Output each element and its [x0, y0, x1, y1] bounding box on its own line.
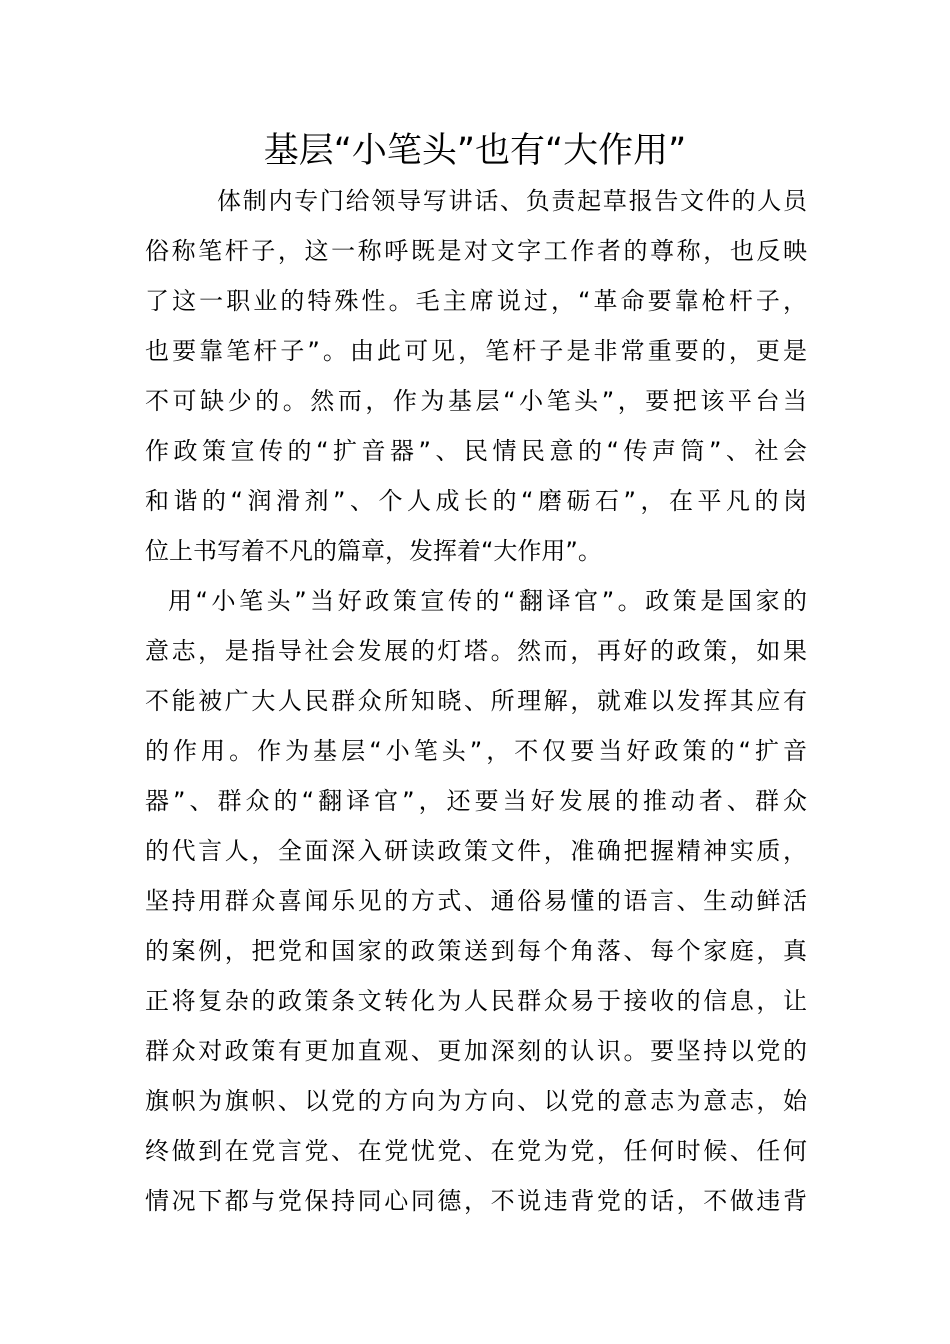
paragraph-line: 情况下都与党保持同心同德，不说违背党的话，不做违背 — [145, 1187, 807, 1215]
paragraph-line: 不能被广大人民群众所知晓、所理解，就难以发挥其应有 — [145, 687, 807, 715]
paragraph-line: 正将复杂的政策条文转化为人民群众易于接收的信息，让 — [145, 987, 807, 1015]
paragraph-line: 器”、群众的“翻译官”，还要当好发展的推动者、群众 — [145, 787, 807, 815]
paragraph-line: 群众对政策有更加直观、更加深刻的认识。要坚持以党的 — [145, 1037, 807, 1065]
paragraph-line: 俗称笔杆子，这一称呼既是对文字工作者的尊称，也反映 — [145, 237, 807, 265]
paragraph-line: 意志，是指导社会发展的灯塔。然而，再好的政策，如果 — [145, 637, 807, 665]
paragraph-line: 旗帜为旗帜、以党的方向为方向、以党的意志为意志，始 — [145, 1087, 807, 1115]
paragraph-line: 了这一职业的特殊性。毛主席说过，“革命要靠枪杆子， — [145, 287, 807, 315]
paragraph-line: 也要靠笔杆子”。由此可见，笔杆子是非常重要的，更是 — [145, 337, 807, 365]
paragraph-line: 终做到在党言党、在党忧党、在党为党，任何时候、任何 — [145, 1137, 807, 1165]
paragraph-line: 体制内专门给领导写讲话、负责起草报告文件的人员 — [217, 187, 807, 215]
document-title: 基层“小笔头”也有“大作用” — [263, 131, 687, 171]
paragraph-line: 坚持用群众喜闻乐见的方式、通俗易懂的语言、生动鲜活 — [145, 887, 807, 915]
paragraph-line: 不可缺少的。然而，作为基层“小笔头”，要把该平台当 — [145, 387, 807, 415]
paragraph-line: 的代言人，全面深入研读政策文件，准确把握精神实质， — [145, 837, 807, 865]
paragraph-line: 用“小笔头”当好政策宣传的“翻译官”。政策是国家的 — [168, 587, 807, 615]
paragraph-line: 的作用。作为基层“小笔头”，不仅要当好政策的“扩音 — [145, 737, 807, 765]
paragraph-line: 和谐的“润滑剂”、个人成长的“磨砺石”，在平凡的岗 — [145, 487, 807, 515]
paragraph-line: 作政策宣传的“扩音器”、民情民意的“传声筒”、社会 — [145, 437, 807, 465]
paragraph-line: 位上书写着不凡的篇章，发挥着“大作用”。 — [145, 537, 602, 565]
paragraph-line: 的案例，把党和国家的政策送到每个角落、每个家庭，真 — [145, 937, 807, 965]
